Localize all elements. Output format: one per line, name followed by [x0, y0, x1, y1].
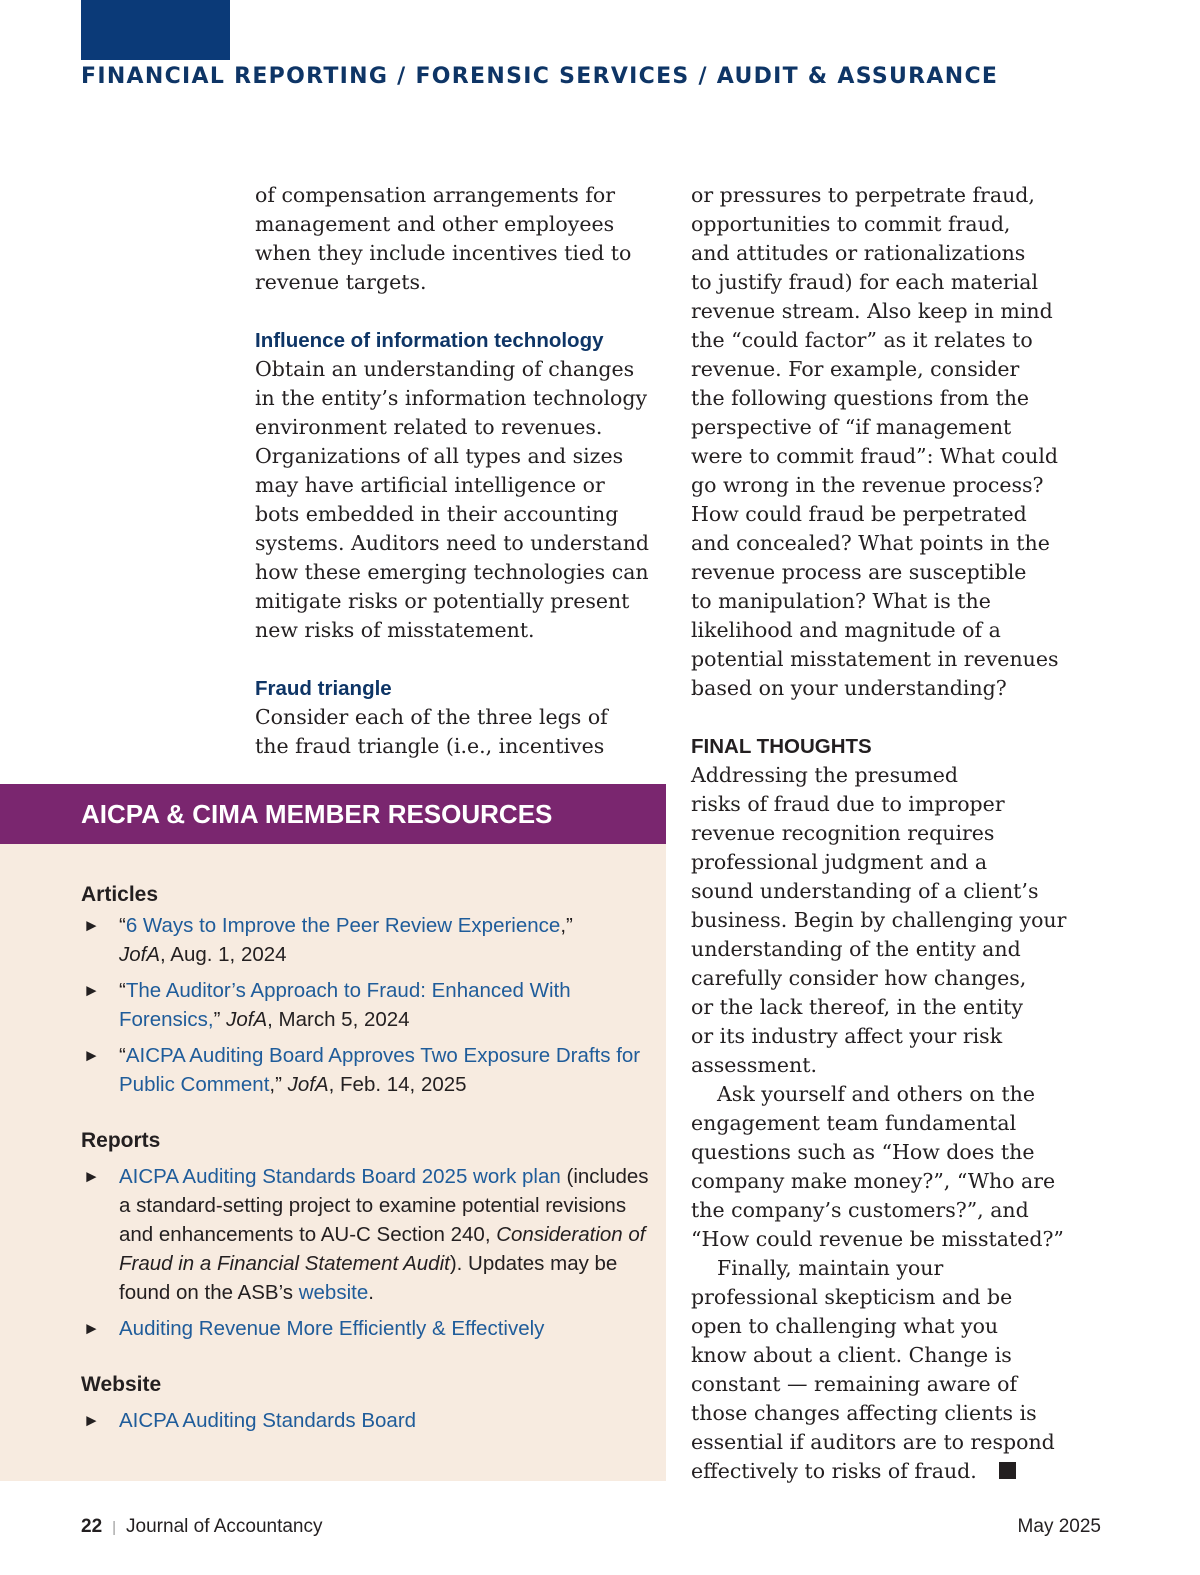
end-of-article-mark [999, 1462, 1016, 1479]
left-paragraph-2: Obtain an understanding of changes in the entity’s information technology environment related to revenues. Organizations of all types and sizes may have artificial intelligence or bots embedded in their accounting systems. Auditors need to understand how these emerging technologies can mitigate risks or potentially present new risks of misstatement. [255, 357, 650, 642]
arrow-bullet-icon: ► [83, 981, 100, 1000]
article-link[interactable]: The Auditor’s Approach to Fraud: Enhanced With Forensics, [119, 979, 571, 1031]
arrow-bullet-icon: ► [83, 916, 100, 935]
source-name: JofA [119, 943, 161, 966]
report-item [81, 1314, 651, 1343]
arrow-bullet-icon: ► [83, 1167, 100, 1186]
subheading-information-technology: Influence of information technology [255, 329, 604, 352]
left-paragraph-1: of compensation arrangements for management and other employees when they include incentives tied to revenue targets. [255, 183, 632, 294]
arrow-bullet-icon: ► [83, 1046, 100, 1065]
right-paragraph-4: Finally, maintain your professional skepticism and be open to challenging what you know about a client. Change is constant — remaining aware of those changes affecting clients is essential if auditors are to respond effectively to risks of fraud. [691, 1256, 1055, 1483]
arrow-bullet-icon: ► [83, 1411, 100, 1430]
sidebar-title: AICPA & CIMA MEMBER RESOURCES [0, 784, 666, 844]
publication-name: Journal of Accountancy [126, 1516, 323, 1537]
website-heading: Website [81, 1373, 162, 1396]
subheading-fraud-triangle: Fraud triangle [255, 677, 392, 700]
website-link[interactable]: website [298, 1281, 369, 1304]
right-column [691, 181, 1091, 1486]
right-paragraph-3: Ask yourself and others on the engagement team fundamental questions such as “How does the company make money?”, “Who are the company’s customers?”, and “How could revenue be misstated?” [691, 1082, 1064, 1251]
article-item: ► “The Auditor’s Approach to Fraud: Enhanced With Forensics,” JofA, March 5, 2024 [81, 976, 651, 1034]
section-header: FINANCIAL REPORTING / FORENSIC SERVICES / AUDIT & ASSURANCE [81, 64, 999, 89]
right-paragraph-1: or pressures to perpetrate fraud, opportunities to commit fraud, and attitudes or rationalizations to justify fraud) for each material revenue stream. Also keep in mind the “could factor” as it relates to revenue. For example, consider the following questions from the perspective of “if management were to commit fraud”: What could go wrong in the revenue process? How could fraud be perpetrated and concealed? What points in the revenue process are susceptible to manipulation? What is the likelihood and magnitude of a potential misstatement in revenues based on your understanding? [691, 183, 1059, 700]
left-paragraph-3: Consider each of the three legs of the fraud triangle (i.e., incentives [255, 705, 608, 758]
report-link[interactable]: Auditing Revenue More Efficiently & Effectively [119, 1317, 545, 1340]
footer-left [81, 1516, 323, 1538]
article-link[interactable]: AICPA Auditing Board Approves Two Exposure Drafts for Public Comment [119, 1044, 641, 1096]
final-thoughts-heading: FINAL THOUGHTS [691, 735, 872, 758]
article-item: ► “6 Ways to Improve the Peer Review Experience,” JofA, Aug. 1, 2024 [81, 911, 651, 969]
reports-heading: Reports [81, 1129, 161, 1152]
report-link[interactable]: AICPA Auditing Standards Board 2025 work plan [119, 1165, 561, 1188]
left-column [255, 181, 675, 761]
issue-date: May 2025 [1017, 1516, 1101, 1537]
source-name: JofA [226, 1008, 268, 1031]
arrow-bullet-icon: ► [83, 1319, 100, 1338]
article-item: ► “AICPA Auditing Board Approves Two Exposure Drafts for Public Comment,” JofA, Feb. 14, 2025 [81, 1041, 651, 1099]
sidebar-content [81, 880, 651, 1435]
asb-link[interactable]: AICPA Auditing Standards Board [119, 1409, 417, 1432]
page-number: 22 [81, 1516, 103, 1537]
report-item: ► AICPA Auditing Standards Board 2025 work plan (includes a standard-setting project to examine potential revisions and enhancements to AU-C Section 240, Consideration of Fraud in a Financial Statement Audit). Updates may be found on the ASB’s website. [81, 1162, 651, 1307]
articles-heading: Articles [81, 883, 159, 906]
article-link[interactable]: 6 Ways to Improve the Peer Review Experience [125, 914, 561, 937]
right-paragraph-2: Addressing the presumed risks of fraud due to improper revenue recognition requires professional judgment and a sound understanding of a client’s business. Begin by challenging your understanding of the entity and carefully consider how changes, or the lack thereof, in the entity or its industry affect your risk assessment. [691, 763, 1067, 1077]
footer-separator: | [112, 1519, 117, 1536]
source-name: JofA [287, 1073, 329, 1096]
website-item [81, 1406, 651, 1435]
header-color-block [81, 0, 230, 60]
